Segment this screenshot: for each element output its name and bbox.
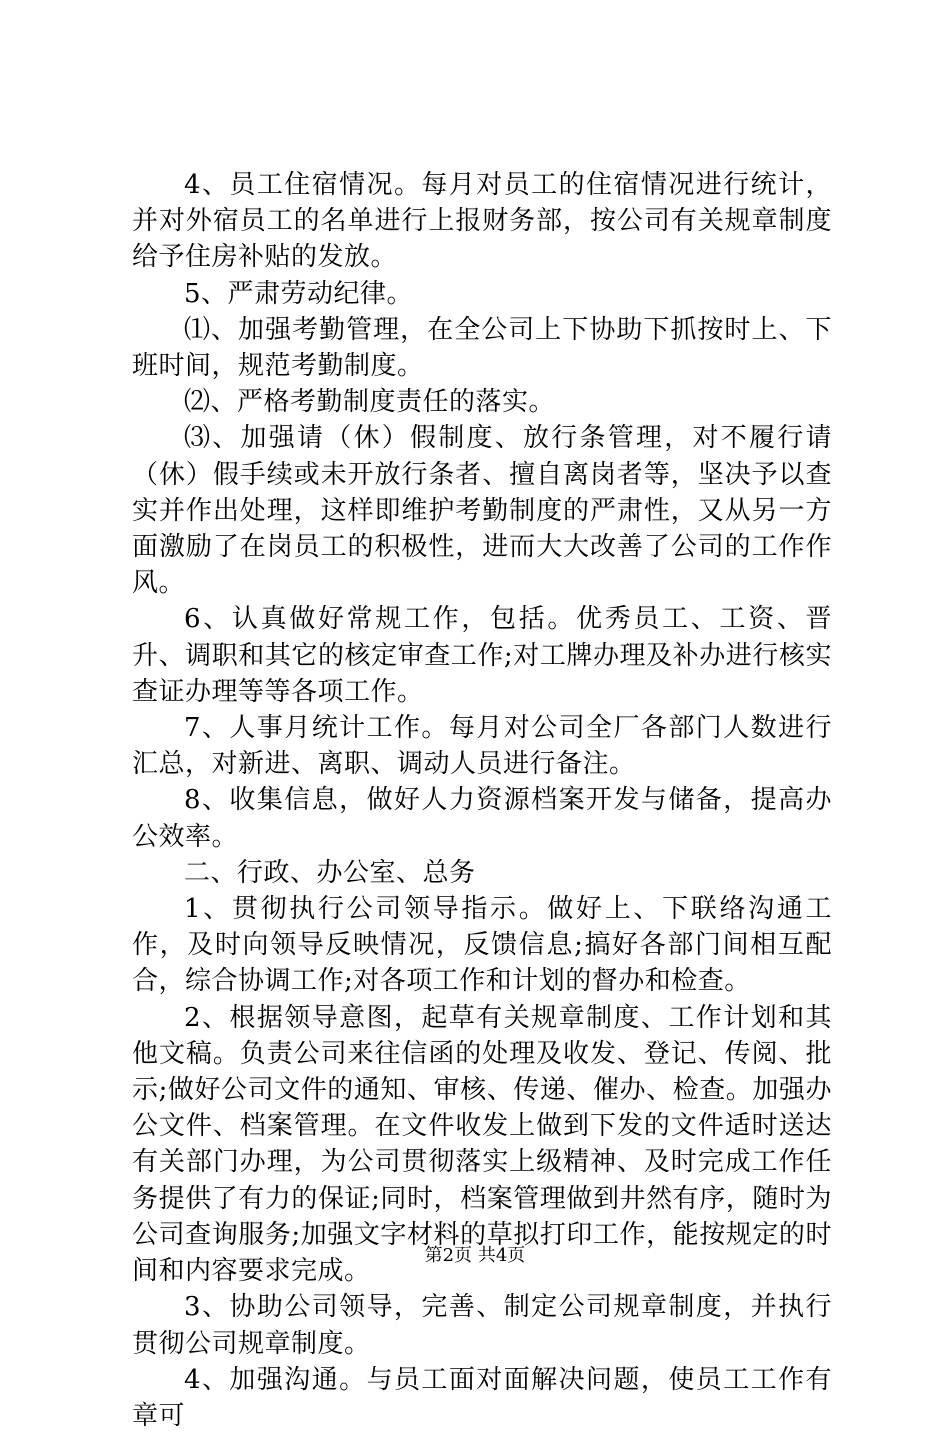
paragraph-attendance-responsibility: ⑵、严格考勤制度责任的落实。 bbox=[184, 387, 556, 418]
paragraph-routine-work: 6、认真做好常规工作，包括。优秀员工、工资、晋升、调职和其它的核定审查工作;对工牌办理及补办进行核实查证办理等等各项工作。 bbox=[132, 604, 832, 707]
paragraph-leave-management: ⑶、加强请（休）假制度、放行条管理，对不履行请（休）假手续或未开放行条者、擅自离岗者等，坚决予以查实并作出处理，这样即维护考勤制度的严肃性，又从另一方面激励了在岗员工的积极性，进而大大改善了公司的工作作风。 bbox=[132, 423, 832, 599]
paragraph-information-collection: 8、收集信息，做好人力资源档案开发与储备，提高办公效率。 bbox=[132, 785, 832, 852]
paragraph-dormitory: 4、员工住宿情况。每月对员工的住宿情况进行统计，并对外宿员工的名单进行上报财务部，按公司有关规章制度给予住房补贴的发放。 bbox=[132, 170, 832, 273]
paragraph-communication: 4、加强沟通。与员工面对面解决问题，使员工工作有章可 bbox=[132, 1364, 832, 1431]
paragraph-labor-discipline: 5、严肃劳动纪律。 bbox=[184, 278, 414, 309]
paragraph-drafting-documents: 2、根据领导意图，起草有关规章制度、工作计划和其他文稿。负责公司来往信函的处理及收发、登记、传阅、批示;做好公司文件的通知、审核、传递、催办、检查。加强办公文件、档案管理。在文件收发上做到下发的文件适时送达有关部门办理，为公司贯彻落实上级精神、及时完成工作任务提供了有力的保证;同时，档案管理做到井然有序，随时为公司查询服务;加强文字材料的草拟打印工作，能按规定的时间和内容要求完成。 bbox=[132, 1002, 832, 1287]
paragraph-regulations: 3、协助公司领导，完善、制定公司规章制度，并执行贯彻公司规章制度。 bbox=[132, 1292, 832, 1359]
section-heading-administration: 二、行政、办公室、总务 bbox=[184, 857, 476, 888]
paragraph-monthly-statistics: 7、人事月统计工作。每月对公司全厂各部门人数进行汇总，对新进、离职、调动人员进行备注。 bbox=[132, 713, 832, 780]
paragraph-leadership-instructions: 1、贯彻执行公司领导指示。做好上、下联络沟通工作，及时向领导反映情况，反馈信息;搞好各部门间相互配合，综合协调工作;对各项工作和计划的督办和检查。 bbox=[132, 894, 832, 997]
paragraph-attendance-management: ⑴、加强考勤管理，在全公司上下协助下抓按时上、下班时间，规范考勤制度。 bbox=[132, 314, 832, 382]
page-number-footer: 第2页 共4页 bbox=[424, 1245, 526, 1266]
